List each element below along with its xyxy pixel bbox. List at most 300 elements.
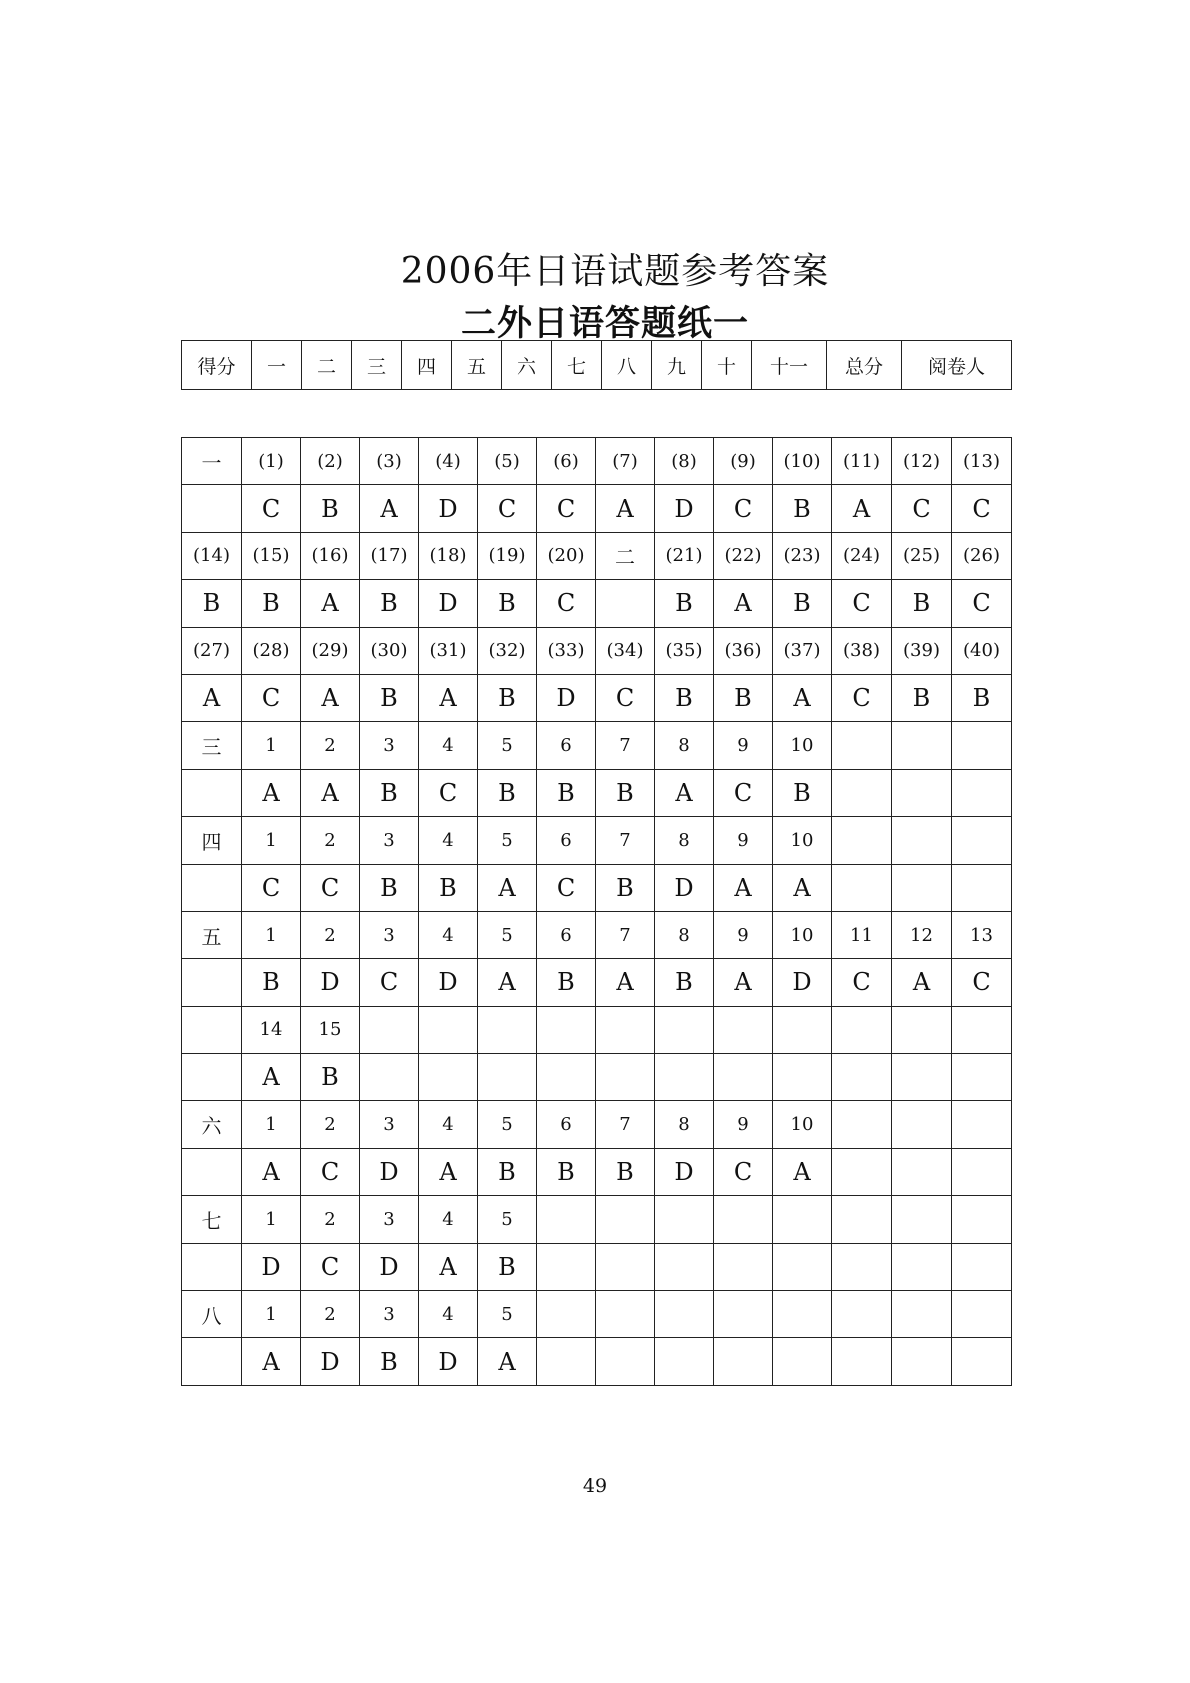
- answer-cell: [596, 580, 655, 627]
- answer-cell: A: [419, 1148, 478, 1195]
- question-number-cell: [773, 1006, 832, 1053]
- section-label: 二: [596, 532, 655, 579]
- answer-cell: D: [655, 1148, 714, 1195]
- question-number-cell: 11: [832, 911, 892, 958]
- question-number-cell: 2: [301, 1101, 360, 1148]
- question-number-cell: (21): [655, 532, 714, 579]
- answer-cell: A: [773, 674, 832, 721]
- answer-cell: [892, 1243, 952, 1290]
- answer-cell: C: [537, 485, 596, 532]
- answer-cell: D: [242, 1243, 301, 1290]
- question-number-cell: 8: [655, 911, 714, 958]
- question-number-cell: (30): [360, 627, 419, 674]
- question-number-cell: (12): [892, 438, 952, 485]
- question-number-cell: (10): [773, 438, 832, 485]
- question-number-cell: 7: [596, 817, 655, 864]
- question-number-cell: (37): [773, 627, 832, 674]
- answer-cell: C: [301, 1243, 360, 1290]
- answer-row: [182, 1338, 1012, 1385]
- answer-cell: C: [242, 864, 301, 911]
- question-number-cell: [537, 1291, 596, 1338]
- question-number-cell: [952, 1101, 1012, 1148]
- answer-cell: D: [301, 959, 360, 1006]
- answer-cell: B: [478, 674, 537, 721]
- score-table: [181, 340, 1012, 390]
- question-number-cell: (34): [596, 627, 655, 674]
- question-number-cell: (26): [952, 532, 1012, 579]
- question-number-cell: (13): [952, 438, 1012, 485]
- question-number-cell: [596, 1291, 655, 1338]
- answer-cell: A: [773, 1148, 832, 1195]
- answer-cell: C: [301, 1148, 360, 1195]
- question-number-cell: 13: [952, 911, 1012, 958]
- answer-cell: B: [360, 769, 419, 816]
- section-label: 八: [182, 1291, 242, 1338]
- question-number-cell: (2): [301, 438, 360, 485]
- answer-cell: D: [419, 485, 478, 532]
- question-number-cell: 2: [301, 722, 360, 769]
- answer-cell: B: [242, 580, 301, 627]
- question-number-row: [182, 627, 1012, 674]
- section-label: 五: [182, 911, 242, 958]
- score-cell: 十一: [752, 341, 827, 390]
- score-cell: 得分: [182, 341, 252, 390]
- question-number-cell: [952, 1196, 1012, 1243]
- answer-row: [182, 580, 1012, 627]
- question-number-cell: 5: [478, 1196, 537, 1243]
- question-number-cell: [596, 1006, 655, 1053]
- question-number-cell: 8: [655, 817, 714, 864]
- question-number-cell: 4: [419, 1196, 478, 1243]
- question-number-cell: [832, 817, 892, 864]
- question-number-cell: (31): [419, 627, 478, 674]
- answer-cell: D: [655, 864, 714, 911]
- answer-cell: A: [714, 580, 773, 627]
- question-number-cell: 7: [596, 722, 655, 769]
- answer-cell: D: [419, 1338, 478, 1385]
- score-cell: 总分: [827, 341, 902, 390]
- question-number-cell: 10: [773, 817, 832, 864]
- question-number-cell: 6: [537, 722, 596, 769]
- answer-cell: B: [182, 580, 242, 627]
- answer-cell: A: [596, 959, 655, 1006]
- question-number-cell: [182, 1006, 242, 1053]
- answer-cell: [773, 1243, 832, 1290]
- question-number-cell: 3: [360, 911, 419, 958]
- question-number-cell: [832, 1006, 892, 1053]
- question-number-cell: (7): [596, 438, 655, 485]
- answer-cell: A: [419, 674, 478, 721]
- answer-sheet-subtitle: 二外日语答题纸一: [460, 304, 749, 344]
- answer-cell: A: [182, 674, 242, 721]
- answer-cell: [360, 1054, 419, 1101]
- question-number-cell: [360, 1006, 419, 1053]
- question-number-row: [182, 532, 1012, 579]
- question-number-cell: (20): [537, 532, 596, 579]
- question-number-cell: (9): [714, 438, 773, 485]
- question-number-cell: (5): [478, 438, 537, 485]
- score-cell: 六: [502, 341, 552, 390]
- answer-row: [182, 959, 1012, 1006]
- question-number-cell: 9: [714, 722, 773, 769]
- answer-cell: B: [478, 1243, 537, 1290]
- question-number-cell: (14): [182, 532, 242, 579]
- answer-cell: [714, 1338, 773, 1385]
- question-number-cell: (1): [242, 438, 301, 485]
- answer-cell: A: [301, 769, 360, 816]
- question-number-cell: (25): [892, 532, 952, 579]
- answer-cell: B: [301, 1054, 360, 1101]
- question-number-cell: (36): [714, 627, 773, 674]
- question-number-row: [182, 438, 1012, 485]
- answer-cell: [832, 769, 892, 816]
- question-number-cell: (39): [892, 627, 952, 674]
- question-number-cell: 9: [714, 817, 773, 864]
- answer-cell: B: [360, 674, 419, 721]
- answer-cell: C: [714, 1148, 773, 1195]
- answer-cell: [182, 769, 242, 816]
- question-number-cell: [832, 1196, 892, 1243]
- question-number-cell: (32): [478, 627, 537, 674]
- question-number-cell: (40): [952, 627, 1012, 674]
- answer-cell: B: [360, 864, 419, 911]
- answer-cell: [182, 485, 242, 532]
- answer-cell: B: [419, 864, 478, 911]
- answer-cell: C: [714, 485, 773, 532]
- answer-cell: A: [242, 1338, 301, 1385]
- answer-cell: [596, 1054, 655, 1101]
- answer-cell: B: [596, 769, 655, 816]
- score-cell: 二: [302, 341, 352, 390]
- answer-cell: B: [537, 1148, 596, 1195]
- section-label: 一: [182, 438, 242, 485]
- question-number-cell: (3): [360, 438, 419, 485]
- answer-cell: C: [952, 580, 1012, 627]
- answer-cell: [537, 1338, 596, 1385]
- score-cell: 八: [602, 341, 652, 390]
- question-number-cell: (6): [537, 438, 596, 485]
- question-number-cell: (33): [537, 627, 596, 674]
- answer-cell: [714, 1054, 773, 1101]
- answer-cell: A: [478, 1338, 537, 1385]
- section-label: 四: [182, 817, 242, 864]
- answer-cell: [182, 864, 242, 911]
- question-number-cell: [714, 1291, 773, 1338]
- question-number-row: [182, 722, 1012, 769]
- answer-cell: A: [360, 485, 419, 532]
- question-number-cell: 1: [242, 911, 301, 958]
- answer-cell: [596, 1243, 655, 1290]
- answer-cell: [952, 1243, 1012, 1290]
- answer-cell: D: [419, 580, 478, 627]
- score-cell: 阅卷人: [902, 341, 1012, 390]
- question-number-cell: 5: [478, 722, 537, 769]
- question-number-cell: 6: [537, 817, 596, 864]
- question-number-cell: 9: [714, 911, 773, 958]
- score-cell: 三: [352, 341, 402, 390]
- answer-cell: [832, 1338, 892, 1385]
- question-number-cell: (19): [478, 532, 537, 579]
- question-number-cell: (17): [360, 532, 419, 579]
- answer-cell: D: [360, 1243, 419, 1290]
- question-number-cell: (23): [773, 532, 832, 579]
- answer-cell: B: [478, 769, 537, 816]
- question-number-cell: [892, 1196, 952, 1243]
- answer-cell: B: [478, 580, 537, 627]
- answer-cell: [952, 864, 1012, 911]
- answer-cell: C: [537, 580, 596, 627]
- question-number-cell: (15): [242, 532, 301, 579]
- question-number-cell: 8: [655, 1101, 714, 1148]
- answer-cell: [832, 864, 892, 911]
- answer-cell: [419, 1054, 478, 1101]
- answer-cell: B: [773, 769, 832, 816]
- answer-cell: A: [242, 1148, 301, 1195]
- answer-cell: B: [360, 580, 419, 627]
- score-cell: 四: [402, 341, 452, 390]
- answer-cell: D: [655, 485, 714, 532]
- answer-cell: D: [773, 959, 832, 1006]
- answer-cell: C: [832, 674, 892, 721]
- answer-cell: [182, 1054, 242, 1101]
- answer-cell: C: [478, 485, 537, 532]
- question-number-cell: 10: [773, 1101, 832, 1148]
- question-number-cell: 3: [360, 1196, 419, 1243]
- question-number-cell: (28): [242, 627, 301, 674]
- answer-row: [182, 674, 1012, 721]
- question-number-cell: [892, 1101, 952, 1148]
- answer-cell: A: [714, 864, 773, 911]
- question-number-cell: [952, 817, 1012, 864]
- answer-cell: C: [714, 769, 773, 816]
- question-number-cell: 8: [655, 722, 714, 769]
- answer-cell: [596, 1338, 655, 1385]
- answer-cell: A: [714, 959, 773, 1006]
- answer-cell: B: [301, 485, 360, 532]
- score-cell: 一: [252, 341, 302, 390]
- question-number-cell: 1: [242, 1196, 301, 1243]
- question-number-cell: [892, 1006, 952, 1053]
- answer-cell: [952, 1338, 1012, 1385]
- answer-cell: A: [596, 485, 655, 532]
- question-number-cell: [537, 1006, 596, 1053]
- question-number-cell: 9: [714, 1101, 773, 1148]
- answer-cell: [655, 1243, 714, 1290]
- answer-cell: [714, 1243, 773, 1290]
- answer-cell: [773, 1054, 832, 1101]
- answer-cell: [832, 1054, 892, 1101]
- answer-cell: C: [952, 485, 1012, 532]
- question-number-cell: 15: [301, 1006, 360, 1053]
- answer-cell: C: [952, 959, 1012, 1006]
- question-number-cell: 1: [242, 1101, 301, 1148]
- answer-cell: [537, 1243, 596, 1290]
- answer-cell: [892, 1148, 952, 1195]
- question-number-row: [182, 1101, 1012, 1148]
- question-number-cell: 4: [419, 722, 478, 769]
- answer-cell: A: [892, 959, 952, 1006]
- score-header-row: [182, 341, 1012, 390]
- answer-cell: B: [537, 959, 596, 1006]
- answer-cell: B: [773, 580, 832, 627]
- answer-cell: [892, 864, 952, 911]
- question-number-cell: 5: [478, 1101, 537, 1148]
- answer-row: [182, 1054, 1012, 1101]
- question-number-cell: (24): [832, 532, 892, 579]
- answer-cell: C: [360, 959, 419, 1006]
- answer-cell: C: [242, 485, 301, 532]
- answer-cell: B: [596, 1148, 655, 1195]
- answer-table: [181, 437, 1012, 1386]
- answer-cell: [892, 1338, 952, 1385]
- question-number-cell: 6: [537, 1101, 596, 1148]
- answer-cell: A: [478, 959, 537, 1006]
- question-number-row: [182, 817, 1012, 864]
- answer-cell: [773, 1338, 832, 1385]
- question-number-cell: 7: [596, 1101, 655, 1148]
- question-number-cell: (27): [182, 627, 242, 674]
- answer-cell: B: [242, 959, 301, 1006]
- answer-cell: B: [655, 674, 714, 721]
- question-number-cell: (18): [419, 532, 478, 579]
- score-cell: 十: [702, 341, 752, 390]
- question-number-cell: 10: [773, 722, 832, 769]
- question-number-cell: [832, 1291, 892, 1338]
- answer-cell: A: [478, 864, 537, 911]
- answer-cell: C: [832, 959, 892, 1006]
- question-number-cell: [832, 722, 892, 769]
- section-label: 三: [182, 722, 242, 769]
- question-number-cell: [714, 1006, 773, 1053]
- answer-row: [182, 1148, 1012, 1195]
- answer-cell: [655, 1338, 714, 1385]
- question-number-cell: 3: [360, 1291, 419, 1338]
- question-number-cell: 1: [242, 722, 301, 769]
- answer-cell: B: [537, 769, 596, 816]
- question-number-cell: [952, 1006, 1012, 1053]
- answer-cell: [182, 1243, 242, 1290]
- answer-cell: D: [301, 1338, 360, 1385]
- answer-cell: C: [892, 485, 952, 532]
- question-number-cell: [952, 1291, 1012, 1338]
- question-number-cell: (11): [832, 438, 892, 485]
- question-number-cell: [655, 1006, 714, 1053]
- answer-cell: B: [952, 674, 1012, 721]
- answer-cell: A: [773, 864, 832, 911]
- answer-cell: C: [301, 864, 360, 911]
- question-number-cell: (38): [832, 627, 892, 674]
- answer-cell: A: [419, 1243, 478, 1290]
- section-label: 七: [182, 1196, 242, 1243]
- answer-cell: B: [655, 959, 714, 1006]
- answer-cell: D: [360, 1148, 419, 1195]
- question-number-cell: 3: [360, 817, 419, 864]
- answer-cell: C: [832, 580, 892, 627]
- question-number-cell: 1: [242, 817, 301, 864]
- question-number-cell: [773, 1291, 832, 1338]
- question-number-cell: 14: [242, 1006, 301, 1053]
- question-number-cell: [773, 1196, 832, 1243]
- answer-cell: B: [655, 580, 714, 627]
- question-number-cell: [832, 1101, 892, 1148]
- answer-cell: D: [419, 959, 478, 1006]
- question-number-cell: 10: [773, 911, 832, 958]
- question-number-cell: [537, 1196, 596, 1243]
- answer-cell: [655, 1054, 714, 1101]
- score-cell: 七: [552, 341, 602, 390]
- score-cell: 五: [452, 341, 502, 390]
- answer-row: [182, 485, 1012, 532]
- question-number-cell: 7: [596, 911, 655, 958]
- question-number-cell: (35): [655, 627, 714, 674]
- answer-cell: A: [832, 485, 892, 532]
- question-number-cell: [714, 1196, 773, 1243]
- answer-cell: C: [242, 674, 301, 721]
- question-number-cell: [655, 1291, 714, 1338]
- question-number-cell: [892, 1291, 952, 1338]
- answer-cell: [478, 1054, 537, 1101]
- question-number-cell: 5: [478, 1291, 537, 1338]
- answer-cell: B: [360, 1338, 419, 1385]
- question-number-row: [182, 1196, 1012, 1243]
- question-number-cell: [478, 1006, 537, 1053]
- answer-cell: [952, 1054, 1012, 1101]
- question-number-cell: 5: [478, 911, 537, 958]
- question-number-cell: 4: [419, 911, 478, 958]
- section-label: 六: [182, 1101, 242, 1148]
- answer-row: [182, 769, 1012, 816]
- answer-cell: C: [419, 769, 478, 816]
- question-number-cell: 3: [360, 1101, 419, 1148]
- question-number-cell: 1: [242, 1291, 301, 1338]
- question-number-cell: [419, 1006, 478, 1053]
- answer-cell: D: [537, 674, 596, 721]
- question-number-cell: 2: [301, 1291, 360, 1338]
- answer-cell: [952, 769, 1012, 816]
- answer-cell: B: [596, 864, 655, 911]
- answer-cell: B: [714, 674, 773, 721]
- question-number-row: [182, 1291, 1012, 1338]
- answer-row: [182, 864, 1012, 911]
- answer-cell: [182, 959, 242, 1006]
- question-number-cell: [892, 722, 952, 769]
- question-number-cell: (29): [301, 627, 360, 674]
- answer-row: [182, 1243, 1012, 1290]
- answer-cell: [892, 769, 952, 816]
- score-cell: 九: [652, 341, 702, 390]
- question-number-cell: 2: [301, 1196, 360, 1243]
- answer-cell: [537, 1054, 596, 1101]
- answer-cell: A: [242, 1054, 301, 1101]
- answer-cell: A: [655, 769, 714, 816]
- answer-cell: [182, 1338, 242, 1385]
- answer-cell: B: [478, 1148, 537, 1195]
- answer-cell: B: [892, 674, 952, 721]
- question-number-cell: 2: [301, 911, 360, 958]
- question-number-cell: (16): [301, 532, 360, 579]
- question-number-cell: 12: [892, 911, 952, 958]
- question-number-cell: [596, 1196, 655, 1243]
- answer-cell: B: [892, 580, 952, 627]
- answer-cell: B: [773, 485, 832, 532]
- answer-cell: [952, 1148, 1012, 1195]
- answer-cell: [832, 1148, 892, 1195]
- question-number-row: [182, 911, 1012, 958]
- answer-cell: C: [537, 864, 596, 911]
- question-number-cell: 4: [419, 1291, 478, 1338]
- question-number-cell: 6: [537, 911, 596, 958]
- question-number-cell: (8): [655, 438, 714, 485]
